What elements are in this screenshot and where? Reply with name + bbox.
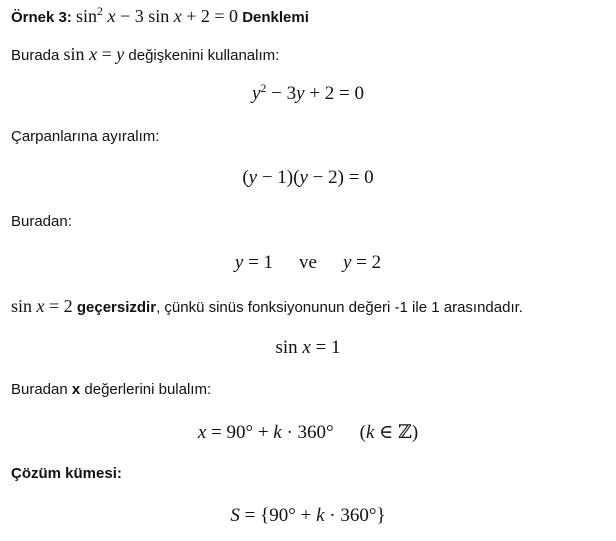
- step1-text: [11, 44, 279, 65]
- example-heading: [11, 6, 309, 27]
- step1-substitution: sin x = y: [63, 44, 125, 64]
- solution-set-equation: S = {90° + k · 360°}: [230, 505, 386, 526]
- heading-equation: $\sin^2 x - 3$ sin x + 2 = 0: [76, 4, 239, 26]
- step5-equation: x = 90° + k · 360° (k ∈ ℤ): [197, 422, 419, 443]
- step2-text: Çarpanlarına ayıralım:: [11, 128, 160, 145]
- solution-set-label: Çözüm kümesi:: [11, 465, 122, 482]
- step4-bold: geçersizdir: [76, 299, 157, 316]
- step4-text: [11, 296, 523, 317]
- step2-equation: (y − 1)(y − 2) = 0: [242, 167, 374, 188]
- solution-a: y = 1: [234, 252, 274, 273]
- step4-equation: sin x = 1: [275, 337, 341, 358]
- step5-text: [11, 381, 211, 398]
- step4-text-after: , çünkü sinüs fonksiyonunun değeri -1 ile 1 arasındadır.: [156, 299, 523, 316]
- solution-b: y = 2: [342, 252, 382, 273]
- step3-solutions: [0, 252, 616, 274]
- step5-text-before: Buradan: [11, 381, 68, 398]
- solution-connector: ve: [299, 252, 317, 273]
- step3-text: Buradan:: [11, 213, 72, 230]
- step5-text-after: değerlerini bulalım:: [84, 381, 212, 398]
- step1-text-after: değişkenini kullanalım:: [128, 47, 280, 64]
- step1-equation: $y^2 - 3y + 2 = 0$: [251, 81, 365, 104]
- example-label: Örnek 3:: [11, 9, 72, 26]
- heading-suffix: Denklemi: [242, 9, 309, 26]
- step5-bold: x: [71, 381, 81, 398]
- step1-text-before: Burada: [11, 47, 60, 64]
- step4-math: sin x = 2: [11, 296, 73, 316]
